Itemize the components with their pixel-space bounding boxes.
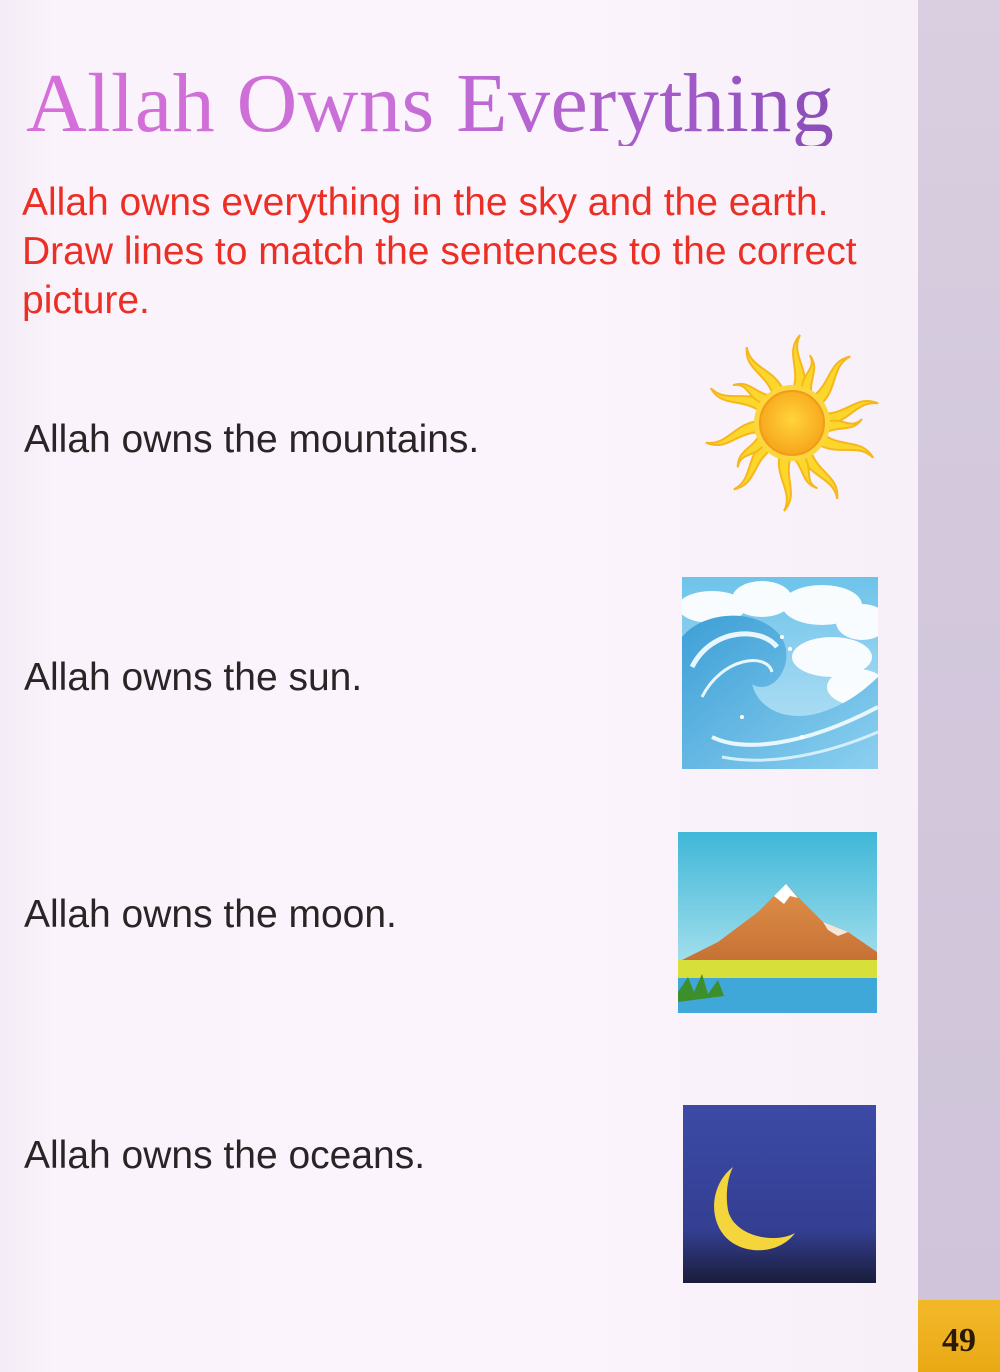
page-title: Allah Owns Everything — [26, 57, 835, 150]
sentence-moon: Allah owns the moon. — [24, 893, 397, 936]
page-margin-strip — [918, 0, 1000, 1372]
mountain-picture — [678, 832, 877, 1013]
instructions-text: Allah owns everything in the sky and the earth. Draw lines to match the sentences to the correct picture. — [22, 181, 857, 322]
page-number: 49 — [942, 1322, 976, 1359]
sentence-oceans: Allah owns the oceans. — [24, 1134, 426, 1177]
ocean-wave-picture — [682, 577, 878, 769]
sentence-mountains: Allah owns the mountains. — [24, 418, 480, 461]
moon-picture — [683, 1105, 876, 1283]
sentence-sun: Allah owns the sun. — [24, 656, 363, 699]
sun-icon — [702, 332, 882, 514]
page-number-tab — [918, 1300, 1000, 1372]
